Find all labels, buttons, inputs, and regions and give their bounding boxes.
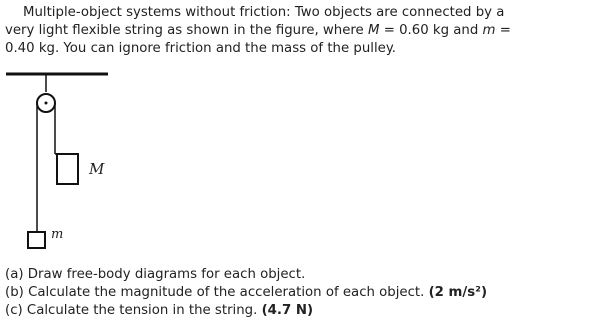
pulley-axle <box>45 102 48 105</box>
answer-c: (4.7 N) <box>261 303 314 318</box>
question-prefix: (c) <box>5 303 23 318</box>
problem-statement <box>5 4 585 58</box>
label-m: m <box>51 227 64 242</box>
problem-line-3 <box>5 40 585 58</box>
problem-text-2: very light flexible string as shown in the figure, where <box>5 23 364 38</box>
var-M: M <box>367 23 380 38</box>
question-text: Calculate the magnitude of the acceleration of each object. <box>28 285 425 300</box>
question-list <box>5 266 585 320</box>
question-a <box>5 266 585 284</box>
problem-text-3: 0.40 kg. You can ignore friction and the mass of the pulley. <box>5 41 397 56</box>
question-text: Calculate the tension in the string. <box>26 303 258 318</box>
problem-line-2 <box>5 22 585 40</box>
question-text: Draw free-body diagrams for each object. <box>27 267 306 282</box>
label-M: M <box>89 160 105 178</box>
var-m: m <box>482 23 496 38</box>
block-M <box>57 154 78 184</box>
mass-M-value: = 0.60 kg and <box>383 23 479 38</box>
question-c <box>5 302 585 320</box>
question-prefix: (b) <box>5 285 24 300</box>
question-b <box>5 284 585 302</box>
question-prefix: (a) <box>5 267 24 282</box>
answer-b: (2 m/s²) <box>428 285 488 300</box>
mass-m-equals: = <box>499 23 511 38</box>
problem-line-1 <box>5 4 585 22</box>
problem-text-1: Two objects are connected by a <box>294 5 505 20</box>
pulley-figure <box>0 66 200 256</box>
problem-title: Multiple-object systems without friction: <box>23 5 291 20</box>
block-m <box>28 232 45 248</box>
